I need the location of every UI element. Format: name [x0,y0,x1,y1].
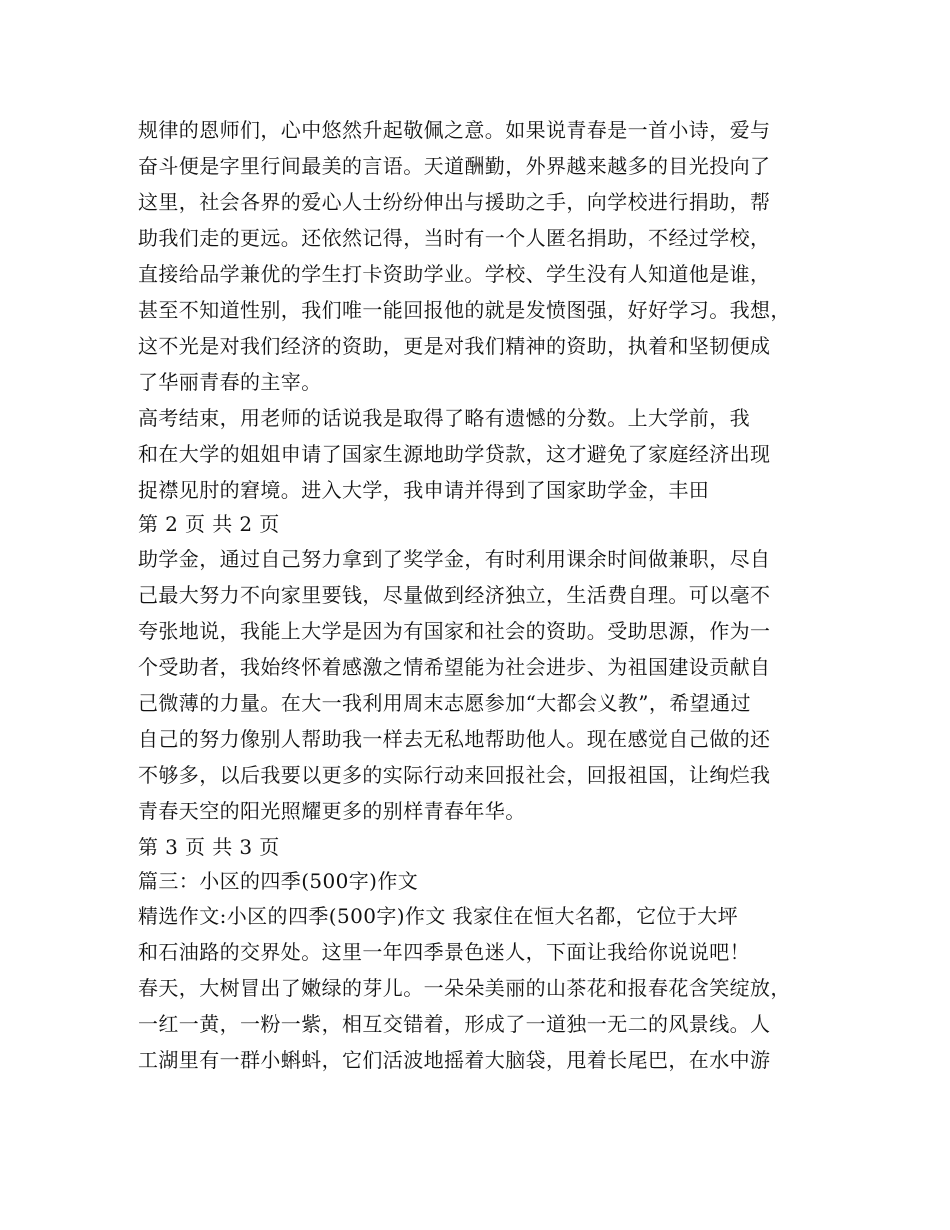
body-text-line: 精选作文:小区的四季(500字)作文 我家住在恒大名都，它位于大坪 [138,904,739,928]
body-text-line: 高考结束，用老师的话说我是取得了略有遗憾的分数。上大学前，我 [138,406,750,430]
body-text-line: 捉襟见肘的窘境。进入大学，我申请并得到了国家助学金，丰田 [138,478,710,502]
body-text-line: 自己的努力像别人帮助我一样去无私地帮助他人。现在感觉自己做的还 [138,727,771,751]
body-text-line: 己最大努力不向家里要钱，尽量做到经济独立，生活费自理。可以毫不 [138,583,771,607]
body-text-line: 春天，大树冒出了嫩绿的芽儿。一朵朵美丽的山茶花和报春花含笑绽放， [138,976,791,1000]
body-text-line: 工湖里有一群小蝌蚪，它们活波地摇着大脑袋，甩着长尾巴，在水中游 [138,1048,771,1072]
body-text-line: 不够多，以后我要以更多的实际行动来回报社会，回报祖国，让绚烂我 [138,763,771,787]
body-text-line: 和在大学的姐姐申请了国家生源地助学贷款，这才避免了家庭经济出现 [138,442,771,466]
body-text-line: 这不光是对我们经济的资助，更是对我们精神的资助，执着和坚韧便成 [138,334,771,358]
body-text-line: 这里，社会各界的爱心人士纷纷伸出与援助之手，向学校进行捐助，帮 [138,190,771,214]
body-text-line: 甚至不知道性别，我们唯一能回报他的就是发愤图强，好好学习。我想， [138,298,791,322]
page-number-footer: 第 3 页 共 3 页 [138,835,280,859]
body-text-line: 夸张地说，我能上大学是因为有国家和社会的资助。受助思源，作为一 [138,619,771,643]
body-text-line: 青春天空的阳光照耀更多的别样青春年华。 [138,799,526,823]
body-text-line: 和石油路的交界处。这里一年四季景色迷人，下面让我给你说说吧！ [138,940,750,964]
body-text-line: 助学金，通过自己努力拿到了奖学金，有时利用课余时间做兼职，尽自 [138,547,771,571]
body-text-line: 个受助者，我始终怀着感激之情希望能为社会进步、为祖国建设贡献自 [138,655,771,679]
page-number-footer: 第 2 页 共 2 页 [138,512,280,536]
body-text-line: 助我们走的更远。还依然记得，当时有一个人匿名捐助，不经过学校， [138,226,771,250]
body-text-line: 己微薄的力量。在大一我利用周末志愿参加“大都会义教”，希望通过 [138,691,751,715]
body-text-line: 奋斗便是字里行间最美的言语。天道酬勤，外界越来越多的目光投向了 [138,154,771,178]
body-text-line: 了华丽青春的主宰。 [138,370,322,394]
body-text-line: 直接给品学兼优的学生打卡资助学业。学校、学生没有人知道他是谁， [138,262,771,286]
body-text-line: 一红一黄，一粉一紫，相互交错着，形成了一道独一无二的风景线。人 [138,1012,771,1036]
section-heading: 篇三：小区的四季(500字)作文 [138,869,419,893]
body-text-line: 规律的恩师们，心中悠然升起敬佩之意。如果说青春是一首小诗，爱与 [138,118,771,142]
